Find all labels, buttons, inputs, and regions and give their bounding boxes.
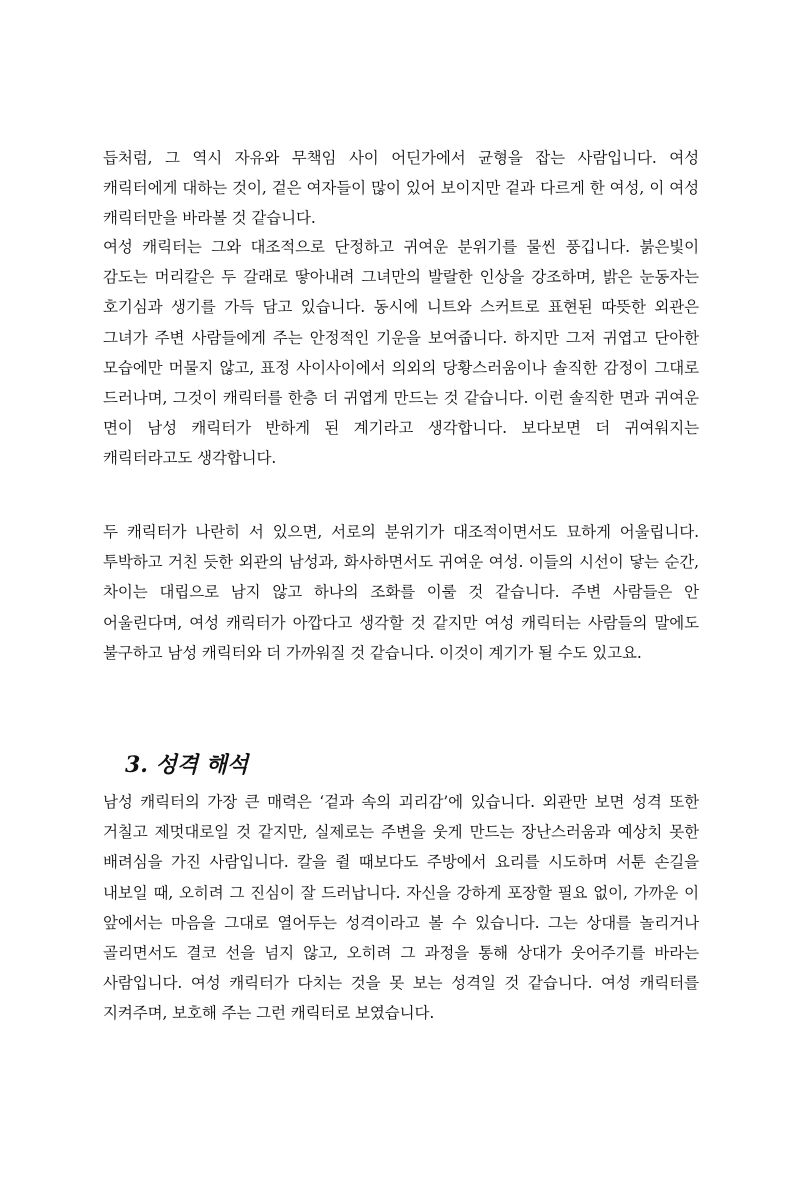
paragraph-1: 듭처럼, 그 역시 자유와 무책임 사이 어딘가에서 균형을 잡는 사람입니다. 여성 캐릭터에게 대하는 것이, 겉은 여자들이 많이 있어 보이지만 겉과 다르게 한 여성, 이 여성 캐릭터만을 바라볼 것 같습니다. (103, 149, 699, 228)
paragraph-2: 여성 캐릭터는 그와 대조적으로 단정하고 귀여운 분위기를 물씬 풍깁니다. 붉은빛이 감도는 머리칼은 두 갈래로 땋아내려 그녀만의 발랄한 인상을 강조하며, 밝은 눈동자는 호기심과 생기를 가득 담고 있습니다. 동시에 니트와 스커트로 표현된 따뜻한 외관은 그녀가 주변 사람들에게 주는 안정적인 기운을 보여줍니다. 하지만 그저 귀엽고 단아한 모습에만 머물지 않고, 표정 사이사이에서 의외의 당황스러움이나 솔직한 감정이 그대로 드러나며, 그것이 캐릭터를 한층 더 귀엽게 만드는 것 같습니다. 이런 솔직한 면과 귀여운 면이 남성 캐릭터가 반하게 된 계기라고 생각합니다. 보다보면 더 귀여워지는 캐릭터라고도 생각합니다. (103, 238, 699, 468)
section-heading: 3. 성격 해석 (125, 752, 249, 778)
section-paragraph: 남성 캐릭터의 가장 큰 매력은 ‘겉과 속의 괴리감’에 있습니다. 외관만 보면 성격 또한 거칠고 제멋대로일 것 같지만, 실제로는 주변을 웃게 만드는 장난스러움과 예상치 못한 배려심을 가진 사람입니다. 칼을 쥘 때보다도 주방에서 요리를 시도하며 서툰 손길을 내보일 때, 오히려 그 진심이 잘 드러납니다. 자신을 강하게 포장할 필요 없이, 가까운 이 앞에서는 마음을 그대로 열어두는 성격이라고 볼 수 있습니다. 그는 상대를 놀리거나 골리면서도 결코 선을 넘지 않고, 오히려 그 과정을 통해 상대가 웃어주기를 바라는 사람입니다. 여성 캐릭터가 다치는 것을 못 보는 성격일 것 같습니다. 여성 캐릭터를 지켜주며, 보호해 주는 그런 캐릭터로 보였습니다. (103, 793, 699, 1023)
paragraph-3: 두 캐릭터가 나란히 서 있으면, 서로의 분위기가 대조적이면서도 묘하게 어울립니다. 투박하고 거친 듯한 외관의 남성과, 화사하면서도 귀여운 여성. 이들의 시선이 닿는 순간, 차이는 대립으로 남지 않고 하나의 조화를 이룰 것 같습니다. 주변 사람들은 안 어울린다며, 여성 캐릭터가 아깝다고 생각할 것 같지만 여성 캐릭터는 사람들의 말에도 불구하고 남성 캐릭터와 더 가까워질 것 같습니다. 이것이 계기가 될 수도 있고요. (103, 523, 699, 662)
